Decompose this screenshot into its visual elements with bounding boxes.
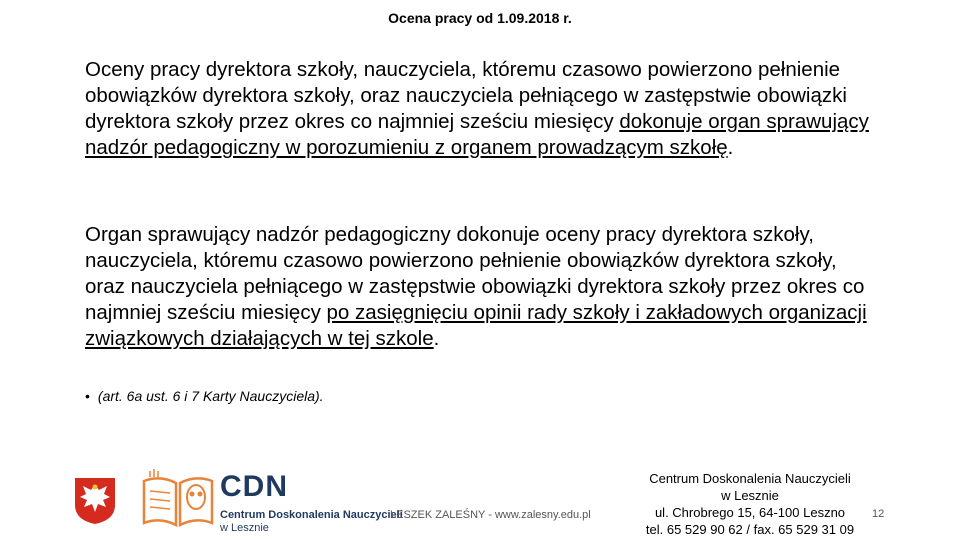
paragraph-1-end: .	[727, 136, 734, 159]
eagle-crest-icon	[70, 475, 120, 525]
cdn-logo-name: Centrum Doskonalenia Nauczycieli	[220, 509, 403, 521]
paragraph-2	[85, 222, 875, 352]
paragraph-2-text: Organ sprawujący nadzór pedagogiczny dokonuje oceny pracy dyrektora szkoły, nauczyciela, któremu czasowo powierzono pełnienie obowiązków dyrektora szkoły, oraz nauczyciela pełniącego w zastępstwie obowiązki dyrektora szkoły przez okres co najmniej sześciu miesięcy	[85, 223, 865, 324]
contact-line-1: Centrum Doskonalenia Nauczycieli	[649, 471, 851, 486]
contact-line-4: tel. 65 529 90 62 / fax. 65 529 31 09	[645, 522, 855, 537]
paragraph-1-text: Oceny pracy dyrektora szkoły, nauczyciela, któremu czasowo powierzono pełnienie obowiązków dyrektora szkoły, oraz nauczyciela pełniącego w zastępstwie obowiązki dyrektora szkoły przez okres co najmniej sześciu miesięcy	[85, 58, 847, 133]
open-book-owl-icon	[140, 467, 216, 531]
paragraph-1-underlined: dokonuje organ sprawujący nadzór pedagogiczny w porozumieniu z organem prowadzącym szkołę	[85, 110, 869, 159]
cdn-logo-subtitle	[220, 509, 403, 535]
paragraph-2-underlined: po zasięgnięciu opinii rady szkoły i zakładowych organizacji związkowych działających w tej szkole	[85, 301, 867, 350]
contact-line-2: w Lesznie	[721, 488, 779, 503]
bullet-marker: •	[85, 388, 90, 404]
cdn-logo-text: CDN	[220, 470, 288, 503]
bullet-item	[85, 388, 324, 404]
contact-info	[640, 470, 860, 538]
bullet-text: (art. 6a ust. 6 i 7 Karty Nauczyciela).	[97, 388, 324, 404]
footer-logos	[70, 465, 590, 535]
paragraph-1	[85, 57, 875, 161]
page-number: 12	[872, 508, 885, 520]
cdn-logo-city: w Lesznie	[220, 522, 269, 534]
paragraph-2-end: .	[433, 327, 440, 350]
slide-title: Ocena pracy od 1.09.2018 r.	[388, 10, 572, 26]
contact-line-3: ul. Chrobrego 15, 64-100 Leszno	[654, 505, 846, 520]
author-credit: LESZEK ZALEŚNY - www.zalesny.edu.pl	[390, 509, 591, 521]
